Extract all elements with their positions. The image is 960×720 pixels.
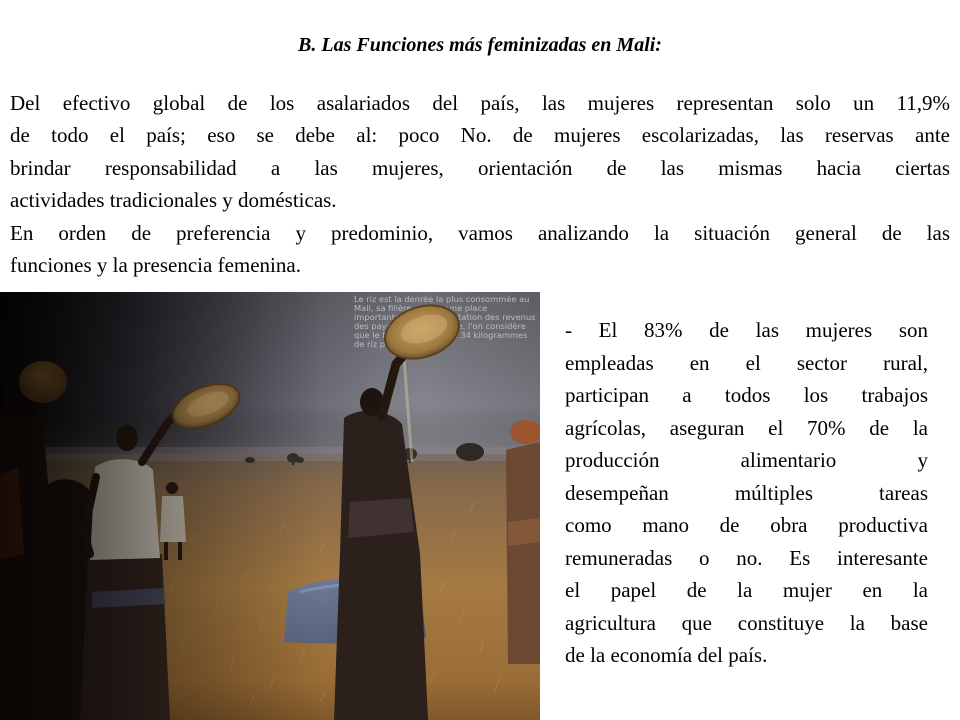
intro-line: actividades tradicionales y domésticas. <box>10 188 337 213</box>
side-line: de la economía del país. <box>565 643 768 667</box>
intro-line: En orden de preferencia y predominio, vamos analizando la situación general de las <box>10 220 950 245</box>
intro-line: funciones y la presencia femenina. <box>10 253 301 278</box>
side-line: agricultura que constituye la base <box>565 610 928 635</box>
side-line: desempeñan múltiples tareas <box>565 480 928 505</box>
photo-illustration <box>0 292 540 720</box>
side-line: empleadas en el sector rural, <box>565 350 928 375</box>
side-line: producción alimentario y <box>565 448 928 472</box>
intro-line: de todo el país; eso se debe al: poco No. de mujeres escolarizadas, las reservas ante <box>10 123 950 148</box>
side-line: - El 83% de las mujeres son <box>565 318 928 342</box>
side-line: como mano de obra productiva <box>565 513 928 537</box>
women-winnowing-photo <box>0 292 540 720</box>
intro-text <box>10 87 950 281</box>
intro-line: Del efectivo global de los asalariados del país, las mujeres representan solo un 11,9% <box>10 91 950 115</box>
side-line: participan a todos los trabajos <box>565 383 928 407</box>
side-line: remuneradas o no. Es interesante <box>565 545 928 570</box>
side-line: agrícolas, aseguran el 70% de la <box>565 415 928 440</box>
intro-paragraph-1 <box>10 87 950 217</box>
rural-employment-text <box>565 314 928 672</box>
intro-paragraph-2 <box>10 217 950 282</box>
side-line: el papel de la mujer en la <box>565 578 928 602</box>
slide-title: B. Las Funciones más feminizadas en Mali: <box>298 34 662 56</box>
intro-line: brindar responsabilidad a las mujeres, orientación de las mismas hacia ciertas <box>10 155 950 180</box>
